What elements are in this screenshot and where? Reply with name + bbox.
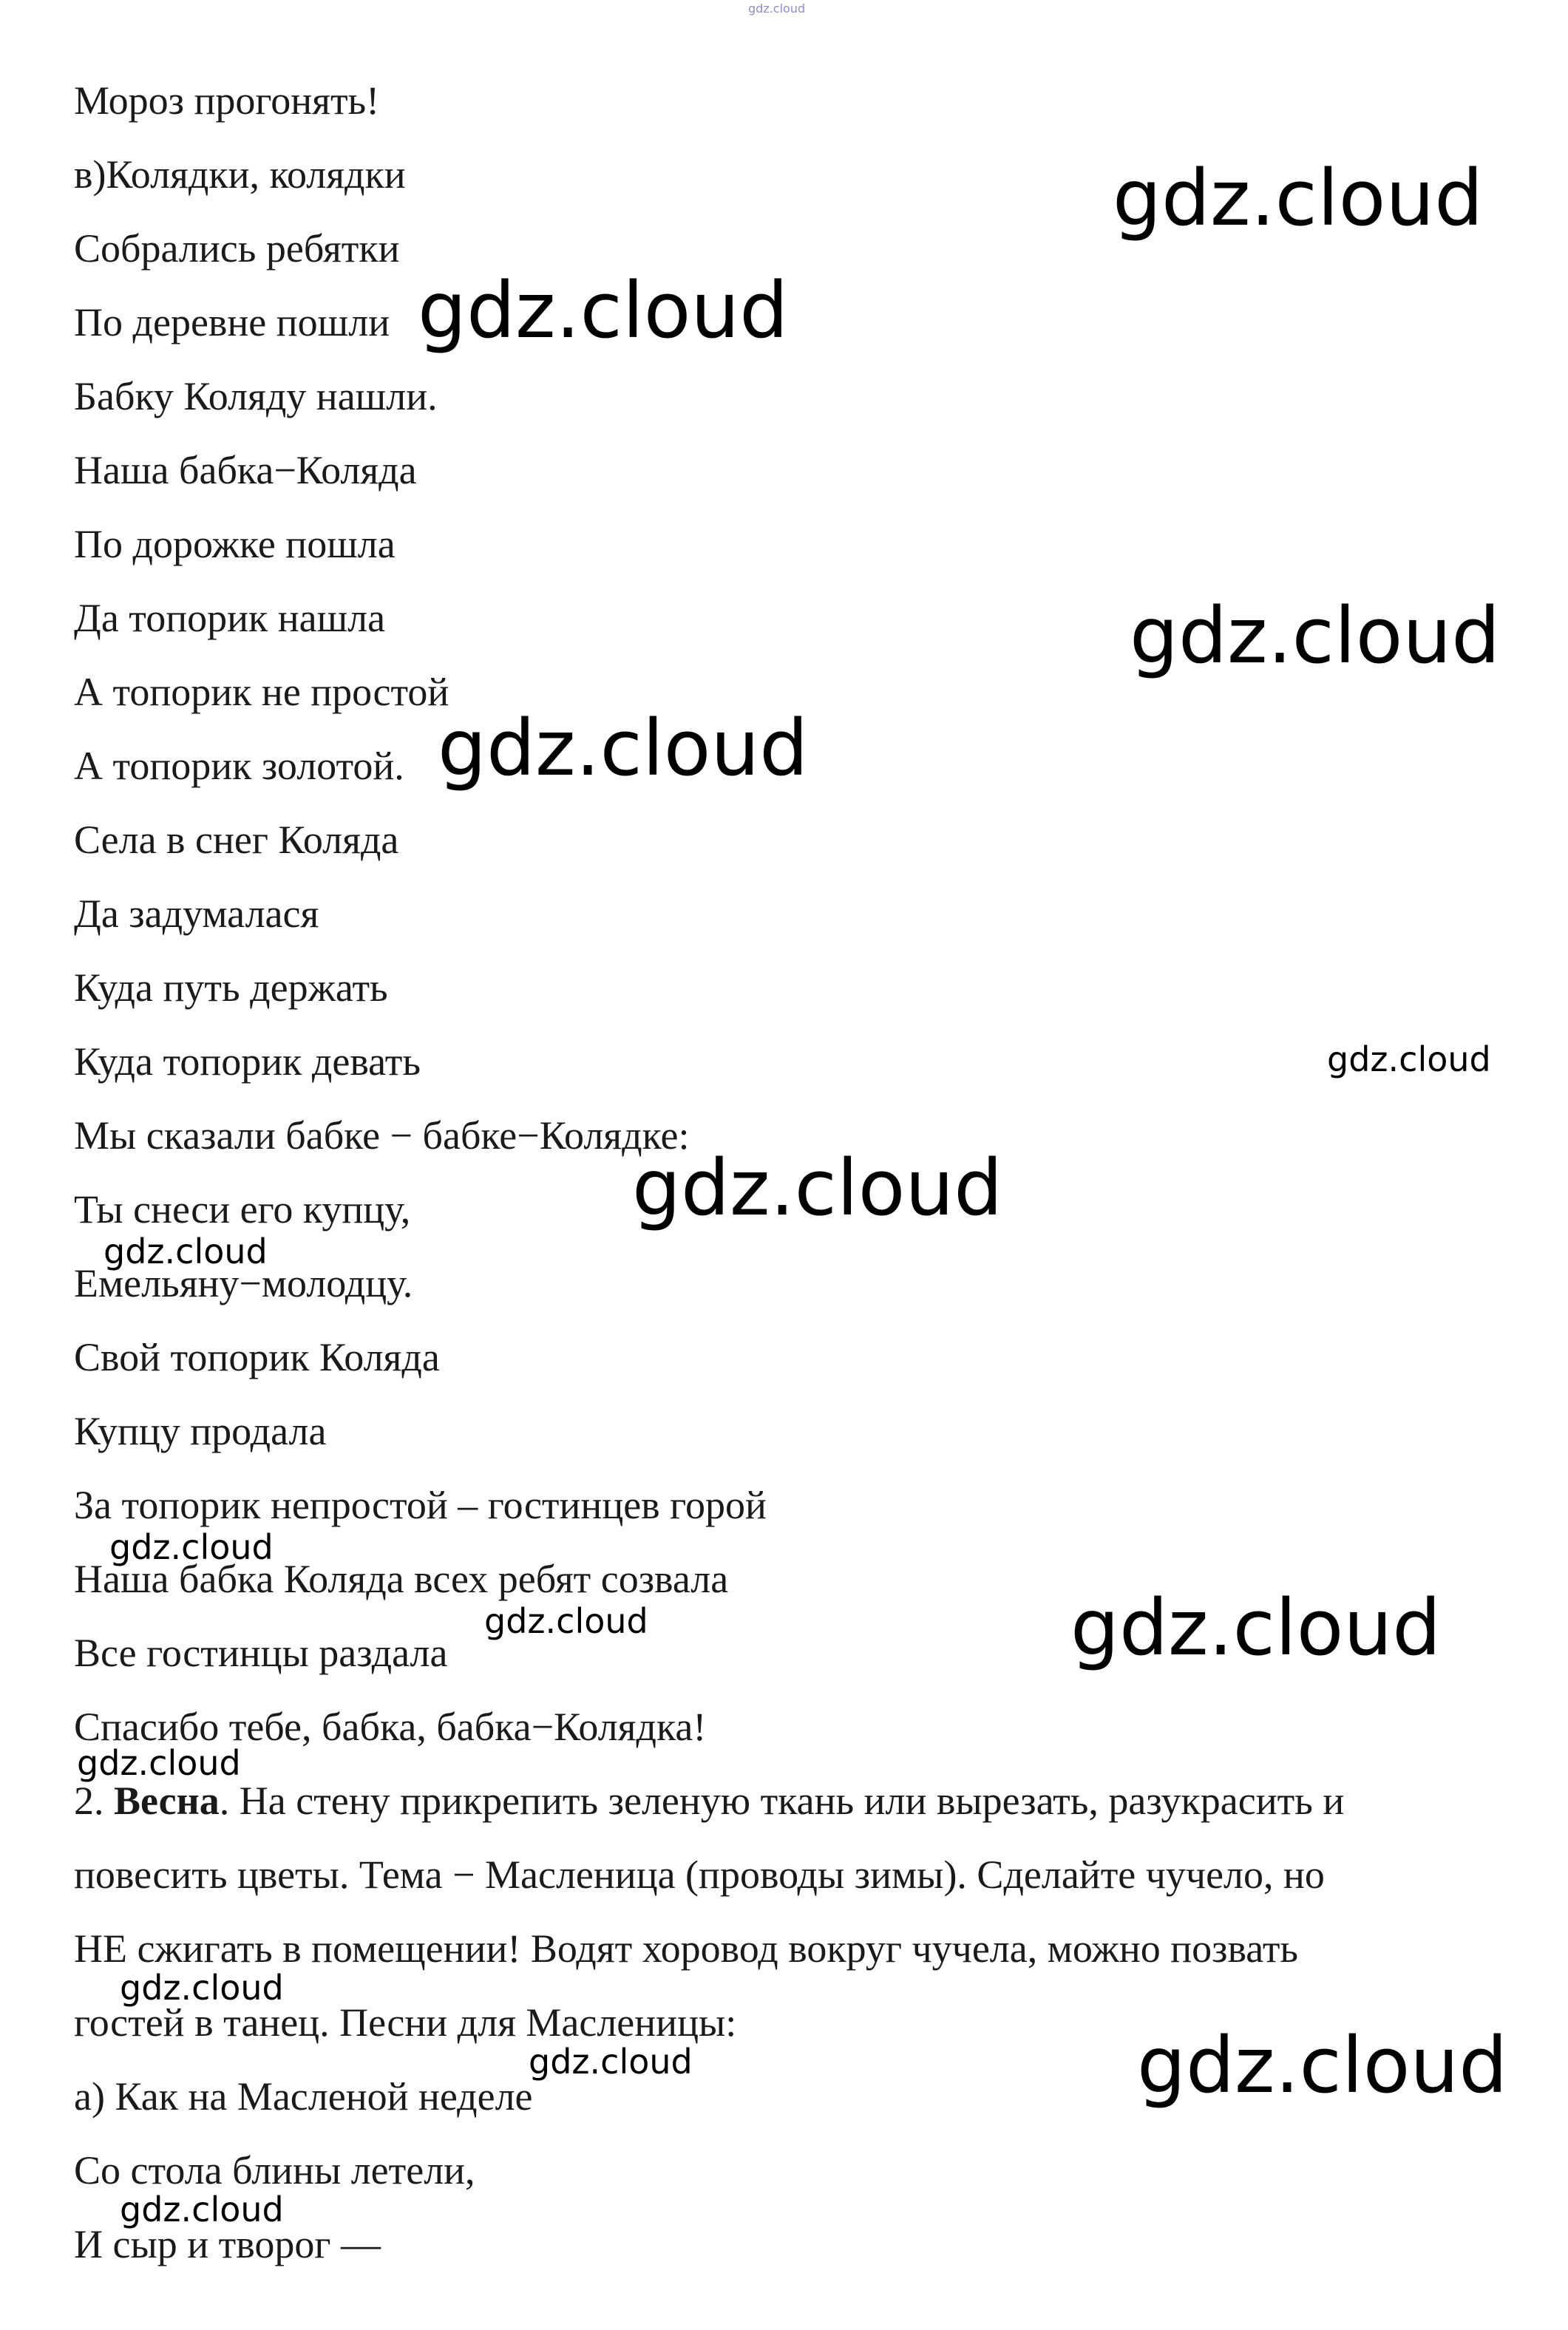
- section-2-line: повесить цветы. Тема − Масленица (проводы зимы). Сделайте чучело, но: [74, 1852, 1325, 1897]
- watermark: gdz.cloud: [77, 1743, 241, 1783]
- poem-line: А топорик золотой.: [74, 744, 404, 788]
- poem-line: Свой топорик Коляда: [74, 1335, 440, 1379]
- poem-line: Купцу продала: [74, 1409, 327, 1453]
- watermark: gdz.cloud: [438, 703, 809, 793]
- poem-line: в)Колядки, колядки: [74, 152, 406, 197]
- watermark: gdz.cloud: [529, 2042, 693, 2082]
- poem-line: Да топорик нашла: [74, 596, 386, 640]
- top-watermark: gdz.cloud: [748, 1, 806, 16]
- watermark: gdz.cloud: [120, 1968, 284, 2008]
- section-2-line: гостей в танец. Песни для Масленицы:: [74, 2000, 737, 2045]
- poem-line: А топорик не простой: [74, 670, 449, 714]
- poem-line: Бабку Коляду нашли.: [74, 374, 438, 418]
- section-2-line: НЕ сжигать в помещении! Водят хоровод вокруг чучела, можно позвать: [74, 1926, 1299, 1971]
- section-title: Весна: [114, 1779, 220, 1823]
- poem-line: Мы сказали бабке − бабке−Колядке:: [74, 1113, 690, 1158]
- poem-line: Все гостинцы раздала: [74, 1631, 448, 1675]
- watermark: gdz.cloud: [1070, 1583, 1442, 1673]
- watermark: gdz.cloud: [109, 1527, 274, 1567]
- section-2-first-line: [74, 1779, 1344, 1823]
- poem-line: Собрались ребятки: [74, 226, 400, 271]
- poem-line: Куда путь держать: [74, 965, 388, 1010]
- song-line: И сыр и творог —: [74, 2222, 381, 2266]
- watermark: gdz.cloud: [1113, 153, 1484, 243]
- poem-line: Села в снег Коляда: [74, 818, 399, 862]
- section-text: . На стену прикрепить зеленую ткань или вырезать, разукрасить и: [219, 1779, 1345, 1823]
- poem-line: Ты снеси его купцу,: [74, 1187, 411, 1232]
- poem-line: Да задумалася: [74, 891, 319, 936]
- poem-line: Емельяну−молодцу.: [74, 1261, 413, 1305]
- poem-line: Спасибо тебе, бабка, бабка−Колядка!: [74, 1705, 707, 1749]
- watermark: gdz.cloud: [418, 265, 789, 356]
- song-line: а) Как на Масленой неделе: [74, 2074, 533, 2119]
- poem-line: По дорожке пошла: [74, 522, 396, 566]
- watermark: gdz.cloud: [1137, 2020, 1508, 2110]
- poem-line: По деревне пошли: [74, 300, 390, 344]
- poem-line: Наша бабка−Коляда: [74, 448, 417, 492]
- watermark: gdz.cloud: [1130, 591, 1501, 681]
- poem-line: Наша бабка Коляда всех ребят созвала: [74, 1557, 729, 1601]
- watermark: gdz.cloud: [632, 1143, 1003, 1233]
- song-line: Со стола блины летели,: [74, 2148, 475, 2193]
- watermark: gdz.cloud: [103, 1232, 268, 1271]
- poem-line: Куда топорик девать: [74, 1039, 421, 1084]
- watermark: gdz.cloud: [1327, 1039, 1491, 1079]
- poem-line: Мороз прогонять!: [74, 78, 380, 123]
- watermark: gdz.cloud: [484, 1601, 648, 1641]
- poem-line: За топорик непростой – гостинцев горой: [74, 1483, 767, 1527]
- section-number: 2.: [74, 1779, 104, 1823]
- watermark: gdz.cloud: [120, 2190, 284, 2229]
